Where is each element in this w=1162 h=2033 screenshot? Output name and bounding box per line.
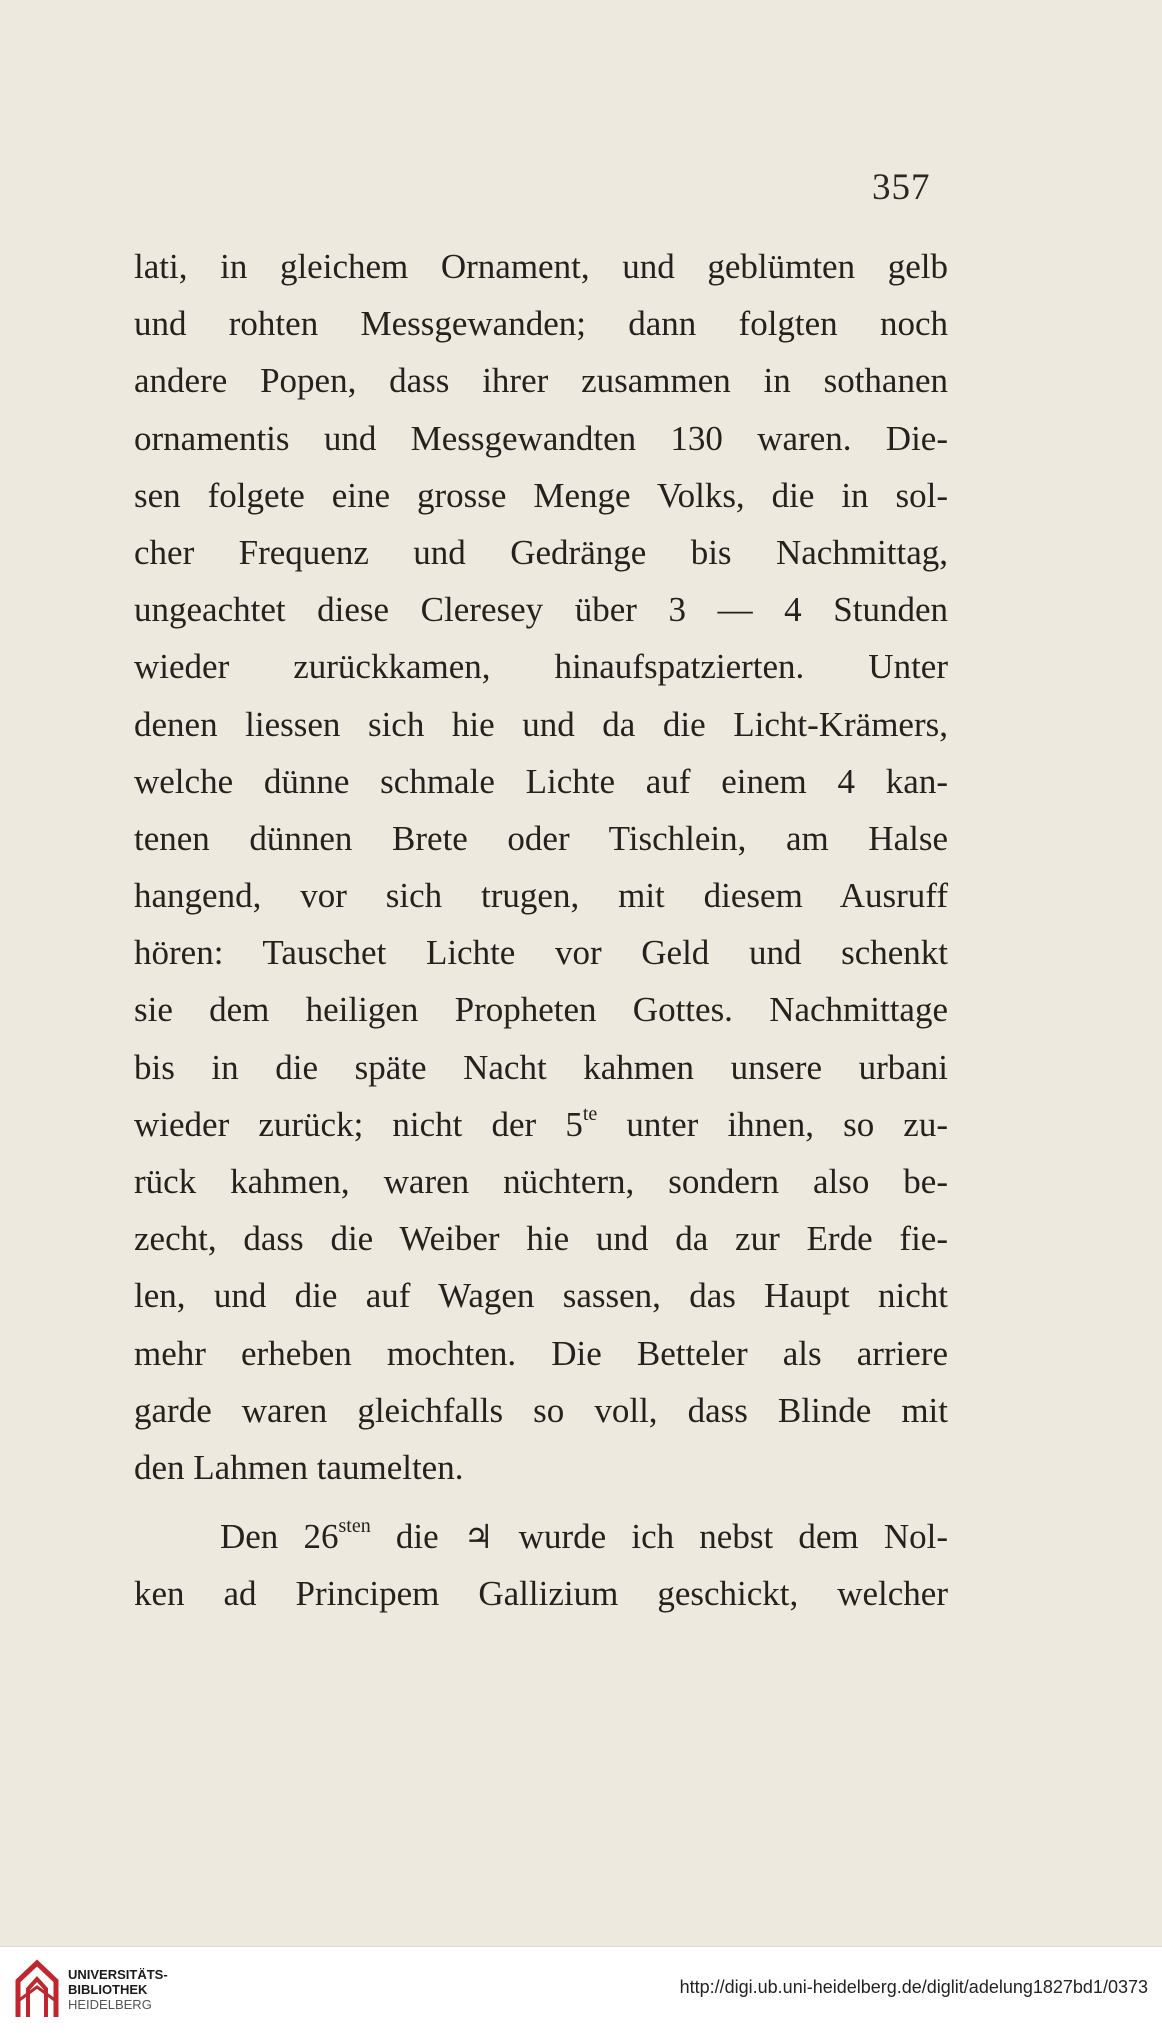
page-number: 357: [872, 167, 931, 208]
text-segment: wieder zurück; nicht der 5: [134, 1104, 583, 1144]
text-line: denen liessen sich hie und da die Licht-Krämers,: [134, 704, 948, 744]
logo-line: HEIDELBERG: [68, 1997, 152, 2012]
superscript: te: [582, 1102, 598, 1125]
text-line: hangend, vor sich trugen, mit diesem Ausruff: [134, 876, 948, 916]
superscript: sten: [338, 1515, 371, 1538]
text-line: sen folgete eine grosse Menge Volks, die in sol-: [134, 475, 948, 515]
paragraph-gap: [134, 1496, 948, 1508]
library-footer: [0, 1946, 1162, 2033]
text-line: zecht, dass die Weiber hie und da zur Erde fie-: [134, 1219, 948, 1259]
library-logo-icon: [12, 1957, 62, 2023]
text-segment: unter ihnen, so zu-: [597, 1104, 948, 1144]
text-line: hören: Tauschet Lichte vor Geld und schenkt: [134, 933, 948, 973]
jupiter-symbol-icon: ♃: [463, 1517, 494, 1557]
text-line: [134, 1096, 948, 1153]
text-line: garde waren gleichfalls so voll, dass Blinde mit: [134, 1390, 948, 1430]
text-line: len, und die auf Wagen sassen, das Haupt nicht: [134, 1276, 948, 1316]
source-url-link[interactable]: http://digi.ub.uni-heidelberg.de/diglit/adelung1827bd1/0373: [679, 1977, 1148, 1997]
text-line: sie dem heiligen Propheten Gottes. Nachmittage: [134, 990, 948, 1030]
text-line: bis in die späte Nacht kahmen unsere urbani: [134, 1047, 948, 1087]
text-line: andere Popen, dass ihrer zusammen in sothanen: [134, 361, 948, 401]
text-line: lati, in gleichem Ornament, und geblümten gelb: [134, 247, 948, 286]
text-line: ornamentis und Messgewandten 130 waren. Die-: [134, 418, 948, 458]
logo-line: BIBLIOTHEK: [68, 1982, 148, 1997]
text-line: mehr erheben mochten. Die Betteler als arriere: [134, 1333, 948, 1373]
logo-line: UNIVERSITÄTS-: [68, 1967, 168, 1982]
text-segment: Den 26: [220, 1517, 339, 1557]
text-line: [134, 1508, 948, 1565]
text-line: den Lahmen taumelten.: [134, 1447, 464, 1487]
text-line: tenen dünnen Brete oder Tischlein, am Halse: [134, 818, 948, 858]
text-line: rück kahmen, waren nüchtern, sondern also be-: [134, 1162, 948, 1201]
text-line: und rohten Messgewanden; dann folgten noch: [134, 304, 948, 344]
paragraph-2: [134, 1508, 948, 1622]
body-text: [134, 238, 948, 1623]
text-segment: wurde ich nebst dem Nol-: [493, 1517, 948, 1557]
paragraph-1: [134, 238, 948, 1496]
text-line: wieder zurückkamen, hinaufspatzierten. Unter: [134, 647, 948, 687]
text-line: welche dünne schmale Lichte auf einem 4 kan-: [134, 761, 948, 801]
text-line: cher Frequenz und Gedränge bis Nachmittag,: [134, 532, 948, 572]
text-segment: die: [370, 1517, 464, 1557]
library-logo-text: [68, 1967, 168, 2012]
text-line: ken ad Principem Gallizium geschickt, welcher: [134, 1574, 948, 1614]
text-line: ungeachtet diese Cleresey über 3 — 4 Stunden: [134, 590, 948, 630]
